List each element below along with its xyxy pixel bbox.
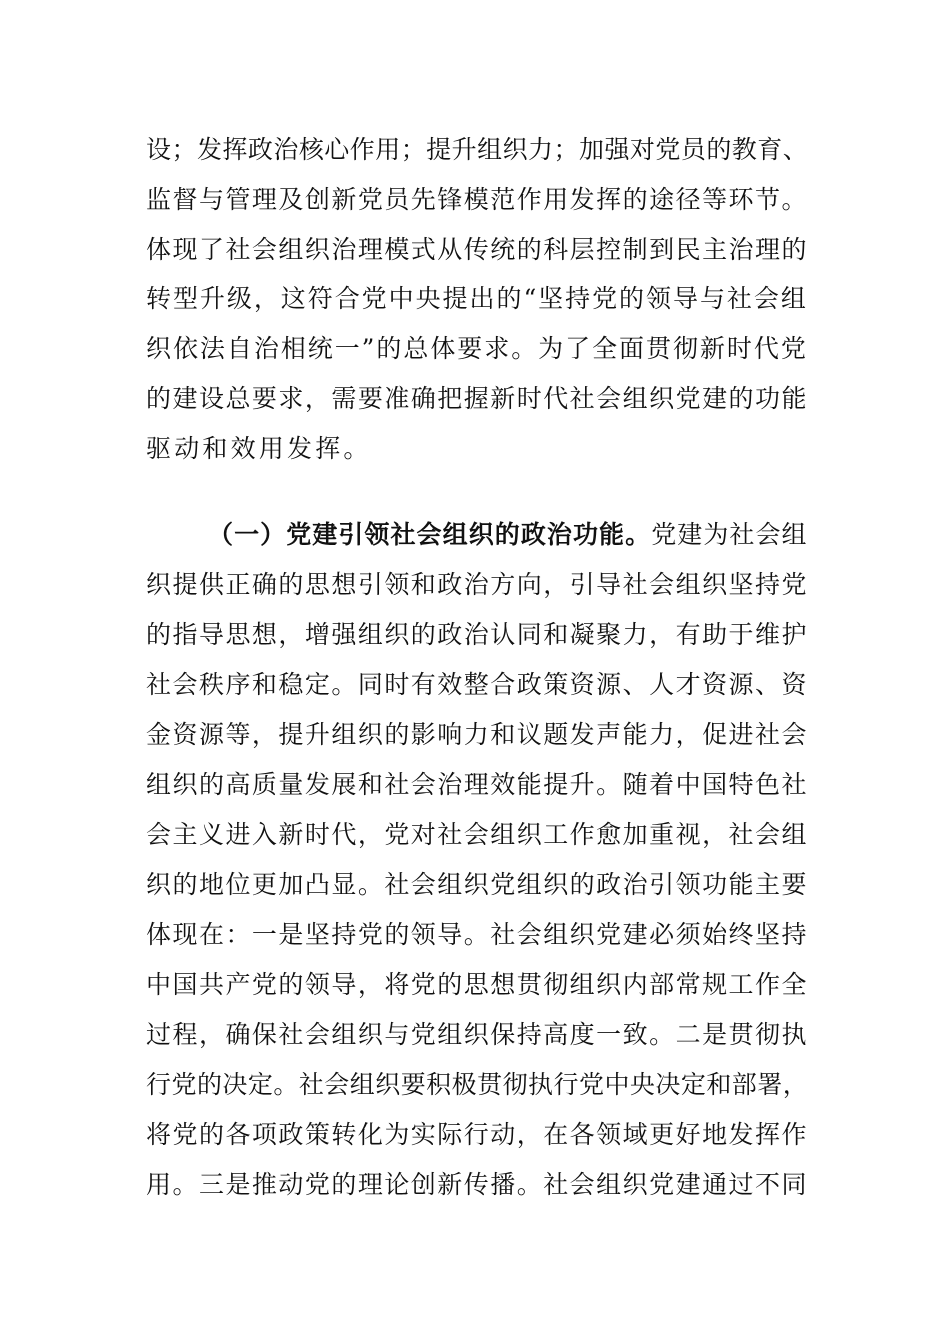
text-line: 行党的决定。社会组织要积极贯彻执行党中央决定和部署， bbox=[146, 1070, 809, 1099]
text-line: 金资源等，提升组织的影响力和议题发声能力，促进社会 bbox=[146, 720, 809, 749]
text-line: 过程，确保社会组织与党组织保持高度一致。二是贯彻执 bbox=[146, 1020, 809, 1049]
text-line: 会主义进入新时代，党对社会组织工作愈加重视，社会组 bbox=[146, 820, 809, 849]
text-line: 设；发挥政治核心作用；提升组织力；加强对党员的教育、 bbox=[146, 135, 809, 164]
text-line: 织依法自治相统一”的总体要求。为了全面贯彻新时代党 bbox=[146, 334, 808, 363]
text-line: 社会秩序和稳定。同时有效整合政策资源、人才资源、资 bbox=[146, 670, 809, 699]
text-line: 中国共产党的领导，将党的思想贯彻组织内部常规工作全 bbox=[146, 970, 809, 999]
text-line: 监督与管理及创新党员先锋模范作用发挥的途径等环节。 bbox=[146, 185, 809, 214]
text-line: 组织的高质量发展和社会治理效能提升。随着中国特色社 bbox=[146, 770, 809, 799]
text-line: 体现在：一是坚持党的领导。社会组织党建必须始终坚持 bbox=[146, 920, 809, 949]
text-line: 驱动和效用发挥。 bbox=[146, 434, 372, 463]
text-line: 的指导思想，增强组织的政治认同和凝聚力，有助于维护 bbox=[146, 620, 809, 649]
section-lead-text: 党建为社会组 bbox=[651, 520, 808, 549]
text-line: 转型升级，这符合党中央提出的“坚持党的领导与社会组 bbox=[146, 284, 808, 313]
text-line-first bbox=[208, 520, 808, 550]
text-line: 织提供正确的思想引领和政治方向，引导社会组织坚持党 bbox=[146, 570, 809, 599]
text-line: 织的地位更加凸显。社会组织党组织的政治引领功能主要 bbox=[146, 870, 809, 899]
text-line: 用。三是推动党的理论创新传播。社会组织党建通过不同 bbox=[146, 1170, 809, 1199]
text-line: 体现了社会组织治理模式从传统的科层控制到民主治理的 bbox=[146, 235, 809, 264]
section-heading: （一）党建引领社会组织的政治功能。 bbox=[208, 520, 652, 549]
text-line: 的建设总要求，需要准确把握新时代社会组织党建的功能 bbox=[146, 384, 809, 413]
text-line: 将党的各项政策转化为实际行动，在各领域更好地发挥作 bbox=[146, 1120, 809, 1149]
